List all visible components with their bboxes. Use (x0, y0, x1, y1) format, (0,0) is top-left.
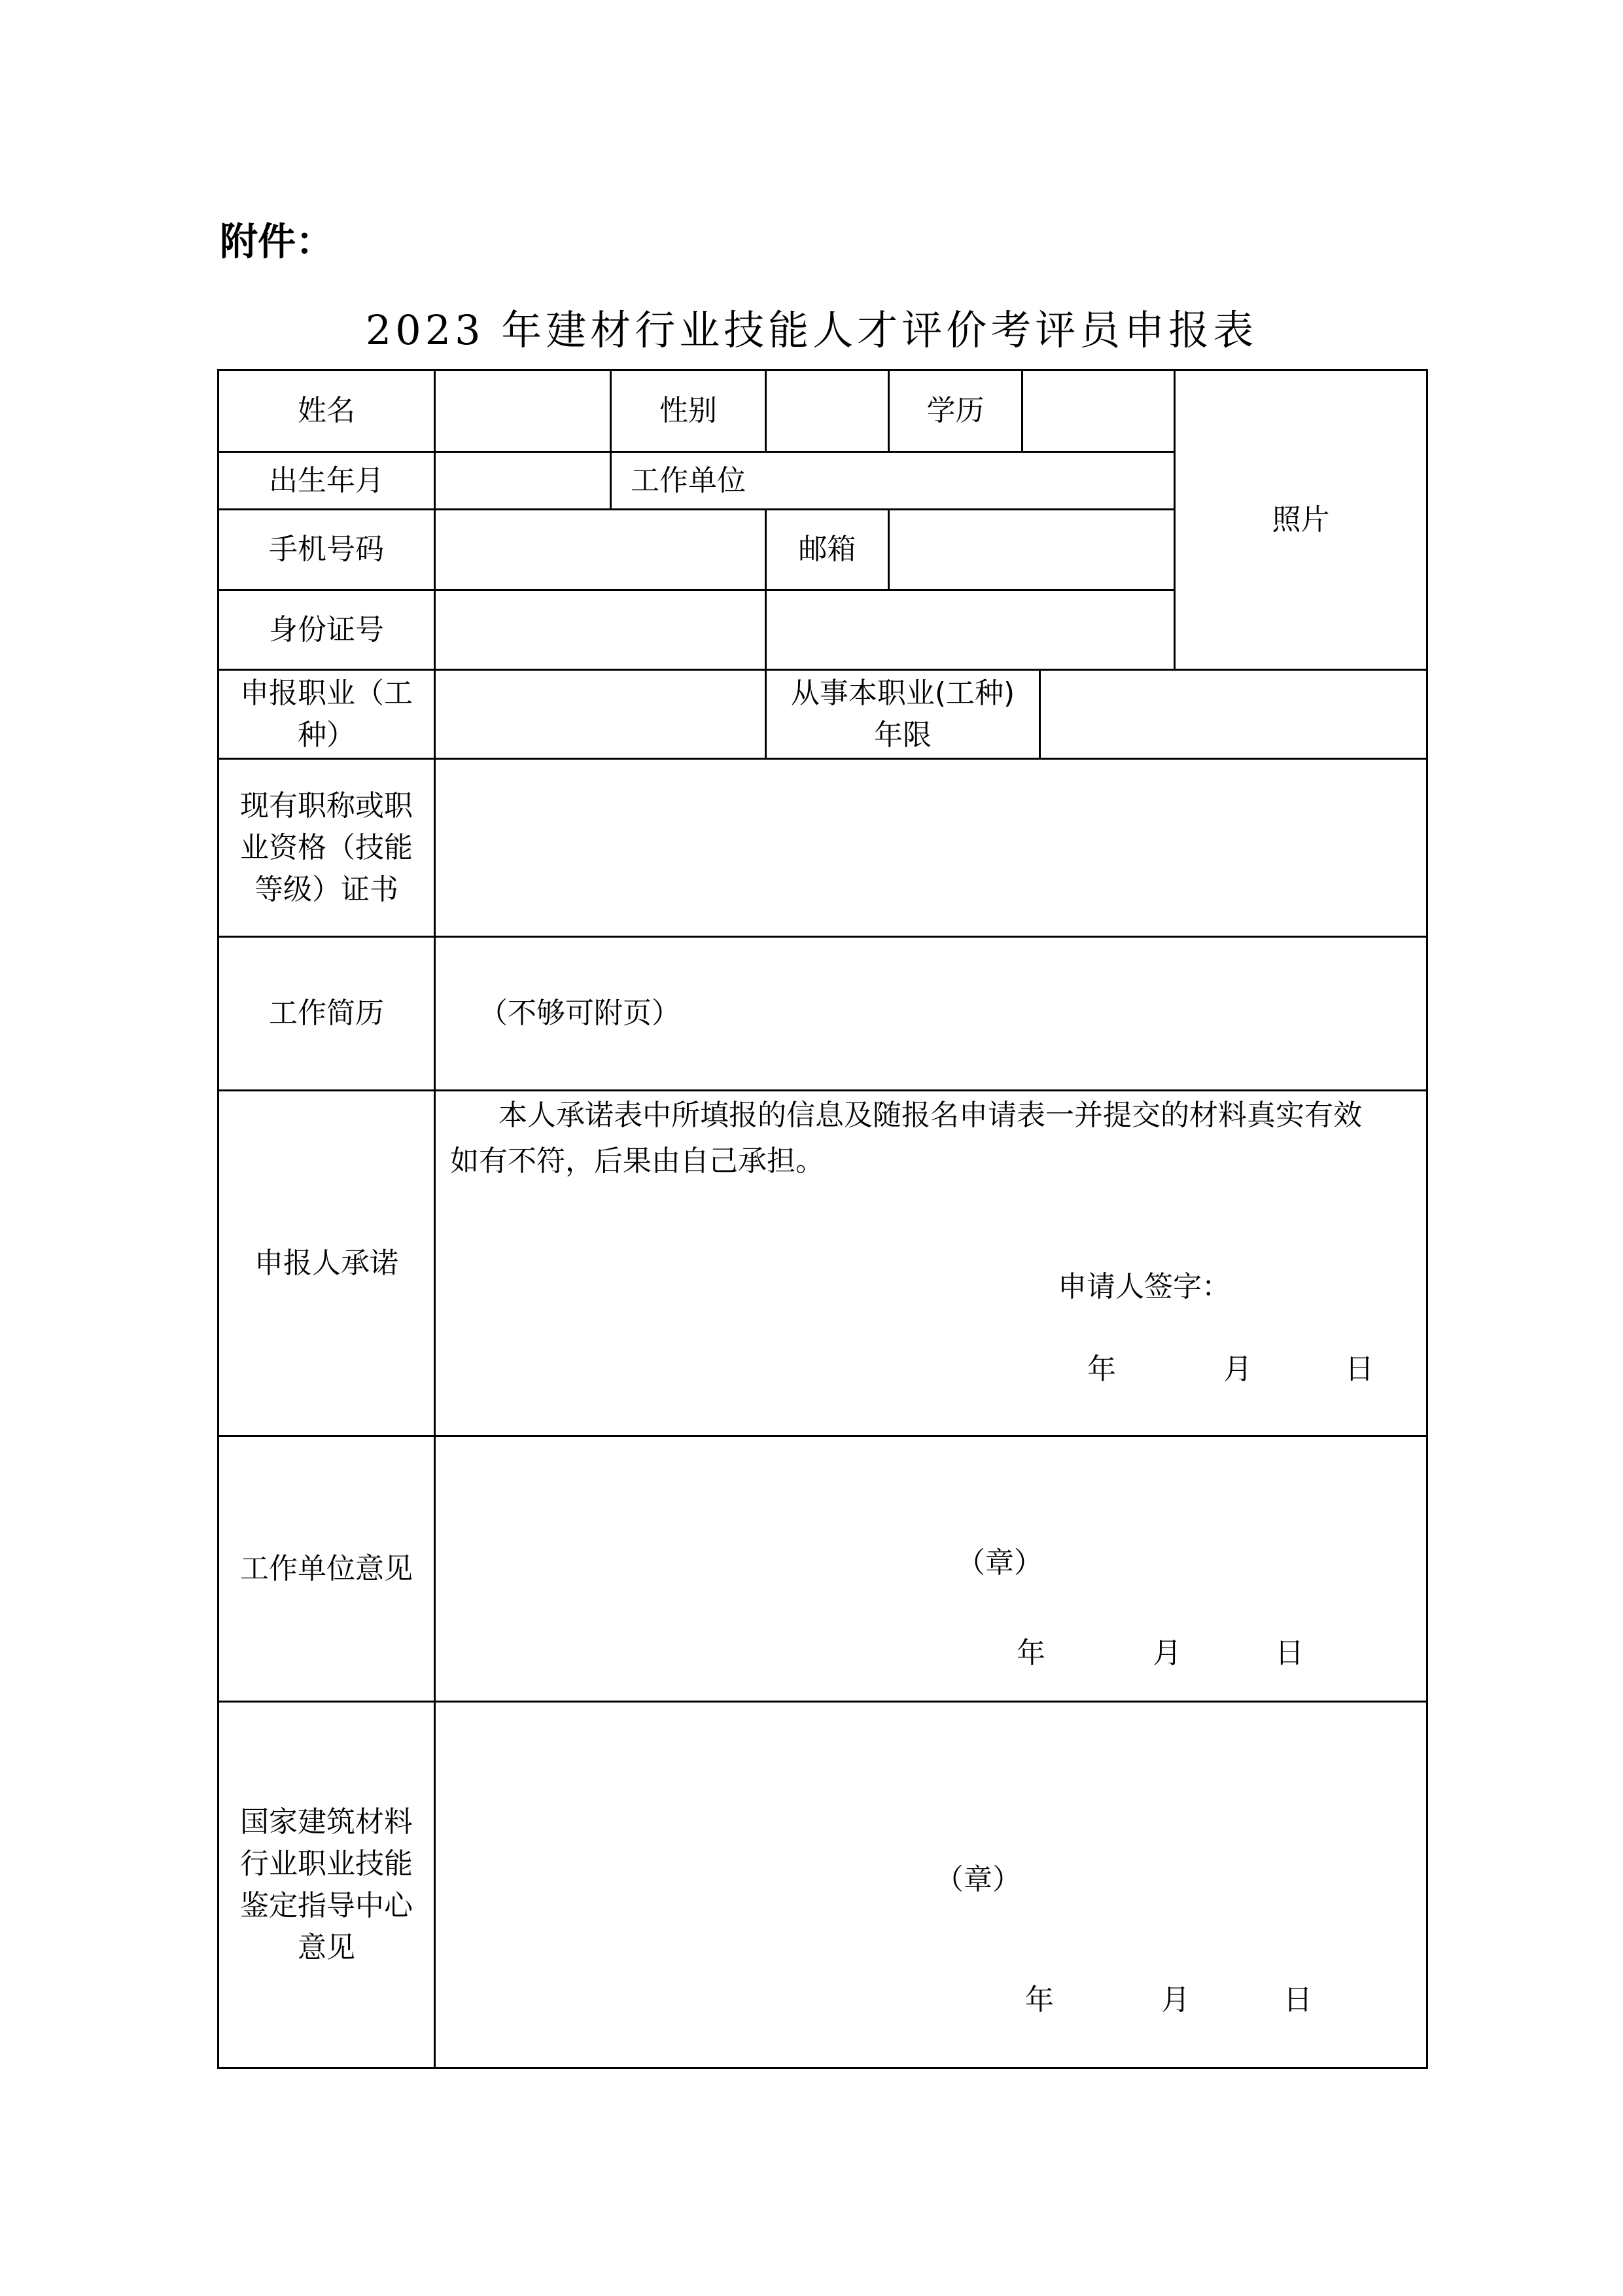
center-seal-label: （章） (935, 1863, 1021, 1896)
pledge-year-label: 年 (1087, 1352, 1116, 1386)
label-name: 姓名 (298, 394, 355, 427)
label-certificates-line: 现有职称或职 (240, 788, 413, 822)
applicant-signature-field[interactable] (1198, 1259, 1421, 1308)
input-occupation[interactable] (436, 671, 765, 758)
input-birth-date[interactable] (436, 453, 610, 508)
center-month-label: 月 (1161, 1983, 1190, 2017)
label-mobile: 手机号码 (269, 533, 384, 566)
label-center-line: 国家建筑材料 (240, 1805, 413, 1839)
label-email: 邮箱 (798, 533, 856, 566)
label-gender: 性别 (659, 394, 717, 427)
applicant-signature-label: 申请人签字： (1058, 1270, 1230, 1303)
label-occupation (217, 671, 436, 758)
table-border-right (1426, 369, 1428, 2069)
label-id-number: 身份证号 (269, 612, 384, 646)
employer-month-label: 月 (1153, 1636, 1181, 1670)
label-certificates-line: 等级）证书 (254, 872, 398, 906)
pledge-day-label: 日 (1345, 1352, 1374, 1386)
label-work-resume: 工作简历 (269, 997, 384, 1030)
table-border-bottom (217, 2067, 1428, 2069)
employer-seal-label: （章） (956, 1546, 1043, 1580)
label-applicant-pledge: 申报人承诺 (254, 1246, 398, 1280)
label-years-in-occupation (767, 671, 1039, 758)
resume-note: （不够可附页） (479, 997, 680, 1030)
label-center-opinion (217, 1703, 436, 2067)
pledge-month-label: 月 (1223, 1352, 1252, 1386)
application-form-table (217, 369, 1428, 2069)
attachment-label: 附件： (220, 219, 334, 264)
input-mobile[interactable] (436, 510, 765, 589)
employer-day-label: 日 (1275, 1636, 1304, 1670)
label-employer-opinion: 工作单位意见 (240, 1551, 413, 1585)
employer-year-label: 年 (1017, 1636, 1045, 1670)
pledge-text-line: 本人承诺表中所填报的信息及随报名申请表一并提交的材料真实有效 (498, 1099, 1362, 1132)
center-day-label: 日 (1283, 1983, 1312, 2017)
input-employer[interactable] (767, 453, 1174, 508)
input-email[interactable] (890, 510, 1174, 589)
label-certificates (217, 760, 436, 936)
input-gender[interactable] (767, 369, 888, 451)
input-id-number[interactable] (436, 591, 1174, 669)
input-education[interactable] (1023, 369, 1174, 451)
label-center-line: 鉴定指导中心 (240, 1888, 413, 1922)
label-years-line: 从事本职业(工种) (790, 676, 1015, 710)
label-education: 学历 (926, 394, 985, 427)
center-year-label: 年 (1025, 1983, 1054, 2017)
label-certificates-line: 业资格（技能 (240, 830, 413, 864)
label-center-line: 行业职业技能 (240, 1846, 413, 1881)
pledge-text-line: 如有不符，后果由自己承担。 (450, 1144, 824, 1178)
input-years-in-occupation[interactable] (1041, 671, 1426, 758)
form-title: 2023 年建材行业技能人才评价考评员申报表 (365, 306, 1258, 354)
label-photo: 照片 (1272, 503, 1330, 537)
label-center-line: 意见 (298, 1930, 355, 1964)
input-name[interactable] (436, 369, 610, 451)
label-occupation-line: 种） (298, 718, 355, 752)
label-years-line: 年限 (874, 718, 932, 752)
label-occupation-line: 申报职业（工 (240, 676, 413, 710)
label-birth-date: 出生年月 (269, 463, 384, 497)
input-certificates[interactable] (436, 760, 1426, 936)
label-employer: 工作单位 (631, 463, 746, 497)
